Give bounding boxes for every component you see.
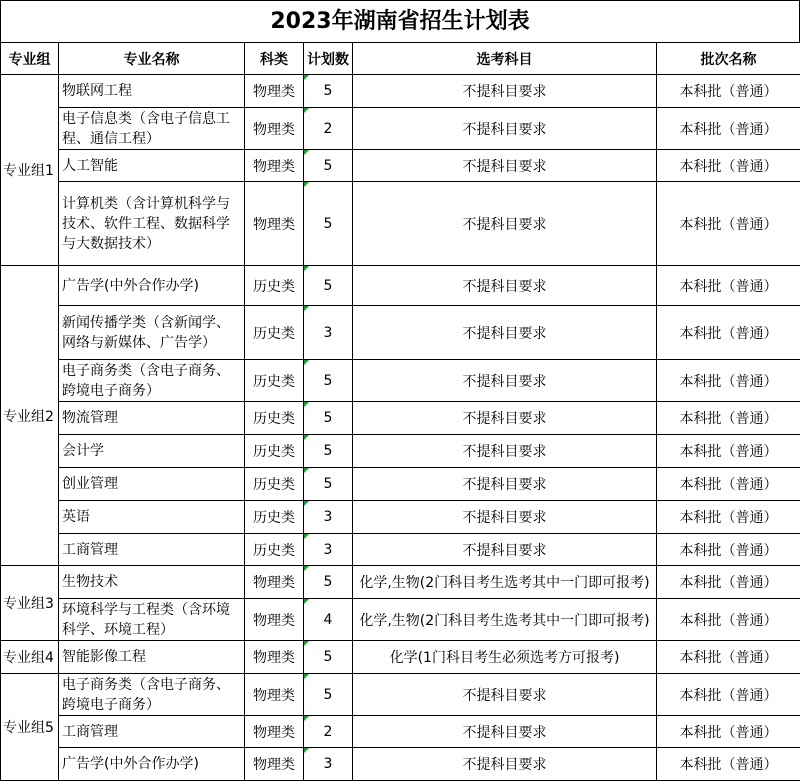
subject-requirement-cell: 不提科目要求 xyxy=(353,716,657,748)
plan-count-cell: 3 xyxy=(304,501,353,534)
category-cell: 历史类 xyxy=(245,360,304,402)
batch-cell: 本科批（普通） xyxy=(657,75,800,108)
category-cell: 物理类 xyxy=(245,150,304,182)
plan-count-cell: 5 xyxy=(304,360,353,402)
major-cell: 新闻传播学类（含新闻学、网络与新媒体、广告学） xyxy=(59,306,245,360)
header-batch: 批次名称 xyxy=(657,43,800,75)
category-cell: 物理类 xyxy=(245,182,304,266)
table-row xyxy=(1,716,800,748)
category-cell: 物理类 xyxy=(245,566,304,599)
subject-requirement-cell: 不提科目要求 xyxy=(353,534,657,566)
batch-cell: 本科批（普通） xyxy=(657,566,800,599)
group-cell: 专业组2 xyxy=(1,266,59,566)
category-cell: 物理类 xyxy=(245,75,304,108)
header-category: 科类 xyxy=(245,43,304,75)
plan-count-cell: 3 xyxy=(304,306,353,360)
batch-cell: 本科批（普通） xyxy=(657,674,800,716)
table-header-row xyxy=(1,43,800,75)
batch-cell: 本科批（普通） xyxy=(657,108,800,150)
major-cell: 电子商务类（含电子商务、跨境电子商务） xyxy=(59,674,245,716)
subject-requirement-cell: 不提科目要求 xyxy=(353,182,657,266)
batch-cell: 本科批（普通） xyxy=(657,182,800,266)
group-cell: 专业组3 xyxy=(1,566,59,641)
plan-count-cell: 5 xyxy=(304,468,353,501)
major-cell: 电子商务类（含电子商务、跨境电子商务） xyxy=(59,360,245,402)
subject-requirement-cell: 化学(1门科目考生必须选考方可报考) xyxy=(353,641,657,674)
major-cell: 物联网工程 xyxy=(59,75,245,108)
table-row xyxy=(1,435,800,468)
major-cell: 创业管理 xyxy=(59,468,245,501)
category-cell: 物理类 xyxy=(245,108,304,150)
subject-requirement-cell: 不提科目要求 xyxy=(353,748,657,781)
major-cell: 广告学(中外合作办学) xyxy=(59,266,245,306)
table-row xyxy=(1,266,800,306)
table-row xyxy=(1,108,800,150)
table-row xyxy=(1,468,800,501)
category-cell: 物理类 xyxy=(245,641,304,674)
enrollment-table xyxy=(0,42,800,781)
subject-requirement-cell: 不提科目要求 xyxy=(353,360,657,402)
subject-requirement-cell: 不提科目要求 xyxy=(353,402,657,435)
category-cell: 历史类 xyxy=(245,468,304,501)
category-cell: 历史类 xyxy=(245,306,304,360)
major-cell: 智能影像工程 xyxy=(59,641,245,674)
batch-cell: 本科批（普通） xyxy=(657,599,800,641)
major-cell: 广告学(中外合作办学) xyxy=(59,748,245,781)
table-row xyxy=(1,748,800,781)
table-row xyxy=(1,641,800,674)
subject-requirement-cell: 不提科目要求 xyxy=(353,266,657,306)
category-cell: 历史类 xyxy=(245,402,304,435)
header-subjects: 选考科目 xyxy=(353,43,657,75)
table-row xyxy=(1,534,800,566)
subject-requirement-cell: 化学,生物(2门科目考生选考其中一门即可报考) xyxy=(353,599,657,641)
plan-count-cell: 5 xyxy=(304,150,353,182)
subject-requirement-cell: 不提科目要求 xyxy=(353,468,657,501)
major-cell: 人工智能 xyxy=(59,150,245,182)
plan-count-cell: 3 xyxy=(304,534,353,566)
batch-cell: 本科批（普通） xyxy=(657,402,800,435)
subject-requirement-cell: 不提科目要求 xyxy=(353,674,657,716)
plan-count-cell: 5 xyxy=(304,75,353,108)
subject-requirement-cell: 不提科目要求 xyxy=(353,306,657,360)
major-cell: 计算机类（含计算机科学与技术、软件工程、数据科学与大数据技术） xyxy=(59,182,245,266)
batch-cell: 本科批（普通） xyxy=(657,150,800,182)
table-row xyxy=(1,150,800,182)
major-cell: 英语 xyxy=(59,501,245,534)
plan-count-cell: 5 xyxy=(304,266,353,306)
plan-count-cell: 5 xyxy=(304,402,353,435)
category-cell: 物理类 xyxy=(245,599,304,641)
batch-cell: 本科批（普通） xyxy=(657,641,800,674)
major-cell: 工商管理 xyxy=(59,534,245,566)
major-cell: 生物技术 xyxy=(59,566,245,599)
group-cell: 专业组1 xyxy=(1,75,59,266)
major-cell: 环境科学与工程类（含环境科学、环境工程） xyxy=(59,599,245,641)
header-group: 专业组 xyxy=(1,43,59,75)
subject-requirement-cell: 不提科目要求 xyxy=(353,75,657,108)
plan-count-cell: 5 xyxy=(304,566,353,599)
group-cell: 专业组5 xyxy=(1,674,59,781)
table-row xyxy=(1,182,800,266)
batch-cell: 本科批（普通） xyxy=(657,306,800,360)
table-row xyxy=(1,402,800,435)
batch-cell: 本科批（普通） xyxy=(657,534,800,566)
subject-requirement-cell: 不提科目要求 xyxy=(353,501,657,534)
batch-cell: 本科批（普通） xyxy=(657,266,800,306)
batch-cell: 本科批（普通） xyxy=(657,748,800,781)
plan-count-cell: 4 xyxy=(304,599,353,641)
category-cell: 历史类 xyxy=(245,501,304,534)
category-cell: 物理类 xyxy=(245,674,304,716)
batch-cell: 本科批（普通） xyxy=(657,468,800,501)
batch-cell: 本科批（普通） xyxy=(657,360,800,402)
major-cell: 会计学 xyxy=(59,435,245,468)
major-cell: 电子信息类（含电子信息工程、通信工程） xyxy=(59,108,245,150)
plan-count-cell: 5 xyxy=(304,674,353,716)
plan-count-cell: 3 xyxy=(304,748,353,781)
subject-requirement-cell: 化学,生物(2门科目考生选考其中一门即可报考) xyxy=(353,566,657,599)
plan-count-cell: 5 xyxy=(304,182,353,266)
plan-count-cell: 5 xyxy=(304,641,353,674)
table-row xyxy=(1,599,800,641)
table-row xyxy=(1,674,800,716)
category-cell: 历史类 xyxy=(245,435,304,468)
table-row xyxy=(1,501,800,534)
subject-requirement-cell: 不提科目要求 xyxy=(353,108,657,150)
group-cell: 专业组4 xyxy=(1,641,59,674)
major-cell: 物流管理 xyxy=(59,402,245,435)
table-row xyxy=(1,306,800,360)
table-row xyxy=(1,566,800,599)
major-cell: 工商管理 xyxy=(59,716,245,748)
plan-count-cell: 5 xyxy=(304,435,353,468)
table-row xyxy=(1,360,800,402)
table-row xyxy=(1,75,800,108)
batch-cell: 本科批（普通） xyxy=(657,435,800,468)
page-title: 2023年湖南省招生计划表 xyxy=(0,0,800,42)
batch-cell: 本科批（普通） xyxy=(657,716,800,748)
category-cell: 物理类 xyxy=(245,748,304,781)
subject-requirement-cell: 不提科目要求 xyxy=(353,435,657,468)
header-major: 专业名称 xyxy=(59,43,245,75)
plan-count-cell: 2 xyxy=(304,716,353,748)
category-cell: 历史类 xyxy=(245,266,304,306)
subject-requirement-cell: 不提科目要求 xyxy=(353,150,657,182)
plan-count-cell: 2 xyxy=(304,108,353,150)
header-count: 计划数 xyxy=(304,43,353,75)
category-cell: 物理类 xyxy=(245,716,304,748)
category-cell: 历史类 xyxy=(245,534,304,566)
batch-cell: 本科批（普通） xyxy=(657,501,800,534)
